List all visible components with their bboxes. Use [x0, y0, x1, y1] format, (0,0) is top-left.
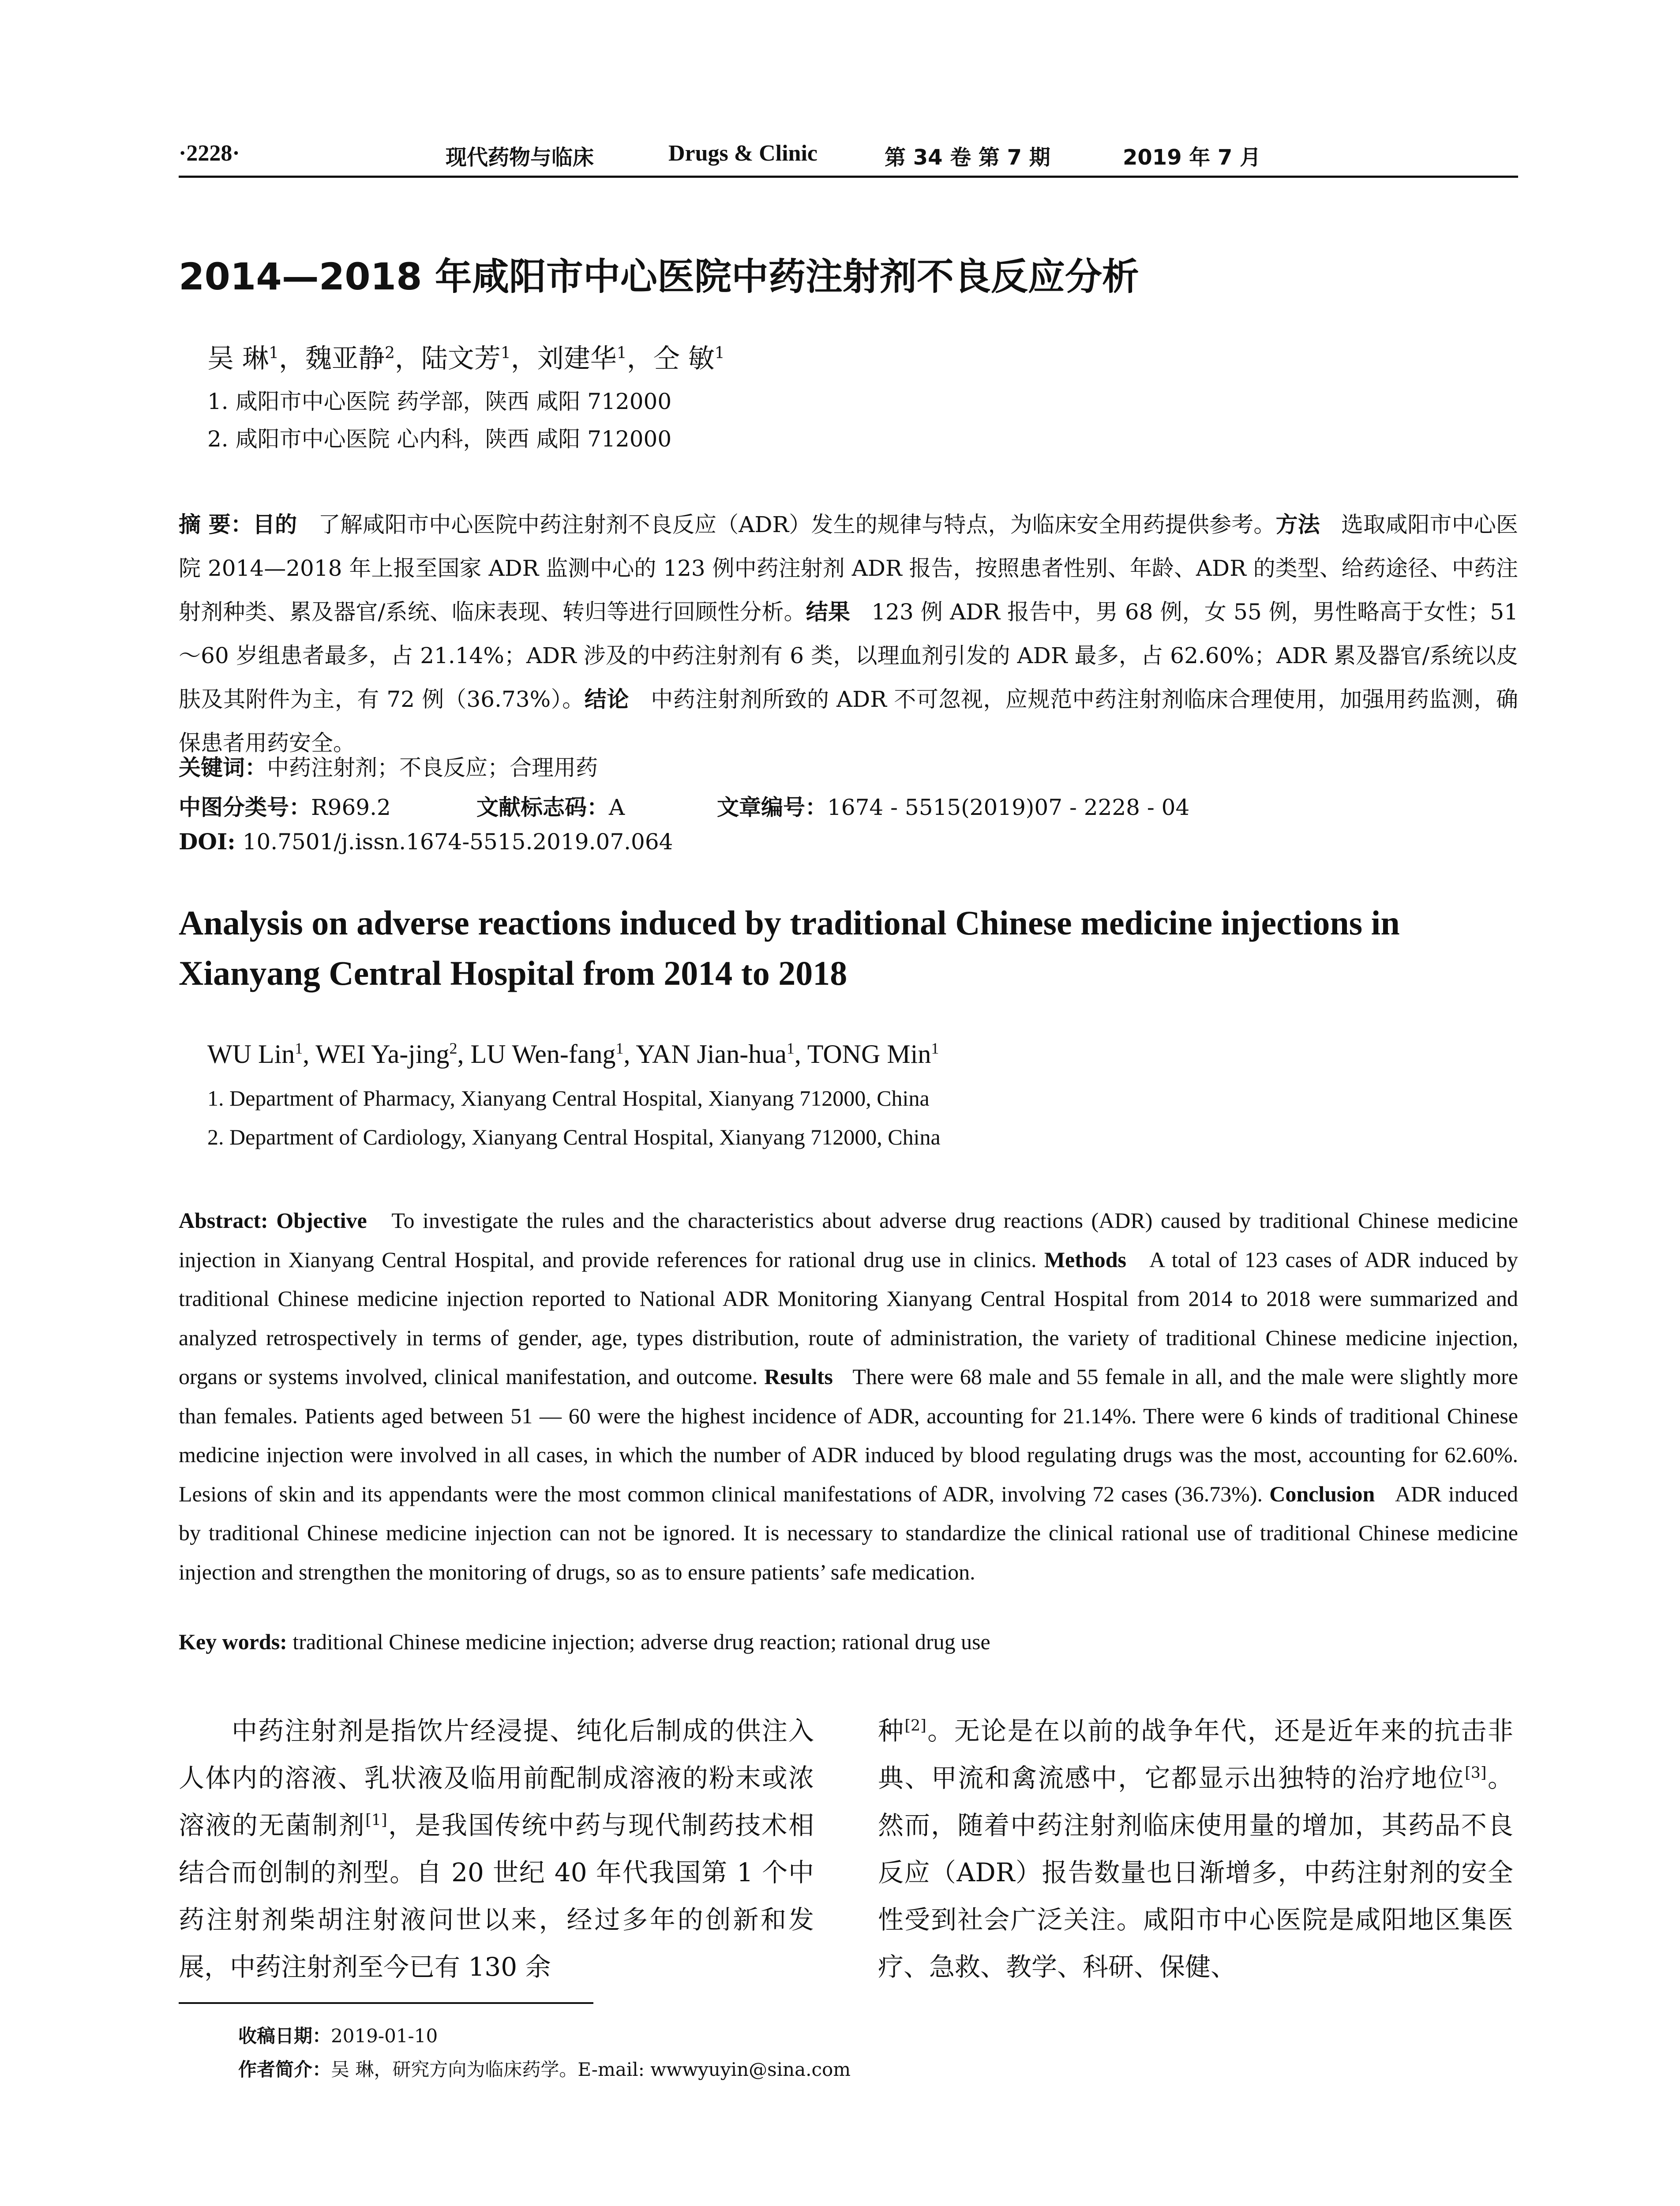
author-bio-label: 作者简介：	[238, 2059, 331, 2080]
author-affiliation-mark: 1	[714, 344, 725, 362]
abstract-en	[179, 1201, 1518, 1591]
doc-code-value: A	[609, 795, 625, 820]
clc-label: 中图分类号：	[179, 795, 311, 820]
affiliation-cn-2: 2. 咸阳市中心医院 心内科，陕西 咸阳 712000	[207, 426, 672, 452]
article-number	[717, 790, 1189, 822]
volume-issue: 第 34 卷 第 7 期	[885, 145, 1050, 170]
received-date	[238, 2022, 438, 2048]
methods-en-text: A total of 123 cases of ADR induced by traditional Chinese medicine injection reported to National ADR Monitoring Xianyang Central Hospital from 2014 to 2018 were summarized and analyzed retrospectively in terms of gender, age, types distribution, route of administration, the variety of traditional Chinese medicine injection, organs or systems involved, clinical manifestation, and outcome.	[179, 1247, 1518, 1389]
keywords-en	[179, 1629, 990, 1654]
author-name: 魏亚静	[305, 343, 385, 374]
author-affiliation-mark: 1	[295, 1039, 303, 1057]
author-bio	[238, 2055, 851, 2082]
authors-en: WU Lin$^1$, WEI Ya-jing$^2$, LU Wen-fang$^1$, YAN Jian-hua$^1$, TONG Min$^1$	[207, 1039, 939, 1069]
author-name: WU Lin	[207, 1039, 295, 1069]
article-number-label: 文章编号：	[717, 795, 827, 820]
keywords-cn-label: 关键词：	[179, 755, 267, 780]
authors-cn: 吴 琳$^1$，魏亚静$^2$，陆文芳$^1$，刘建华$^1$，仝 敏$^1$	[207, 343, 725, 374]
title-en: Analysis on adverse reactions induced by traditional Chinese medicine injections in Xianyang Central Hospital from 2014 to 2018	[179, 904, 1400, 992]
conclusion-en-label: Conclusion	[1269, 1481, 1375, 1506]
author-affiliation-mark: 1	[786, 1039, 795, 1057]
footnote-rule	[179, 2002, 593, 2004]
conclusion-label: 结论	[584, 687, 629, 712]
results-en-text: There were 68 male and 55 female in all, and the male were slightly more than females. Patients aged between 51 — 60 were the highest incidence of ADR, accounting for 21.14%. There were 6 kinds of traditional Chinese medicine injection were involved in all cases, in which the number of ADR induced by blood regulating drugs was the most, accounting for 62.60%. Lesions of skin and its appendants were the most common clinical manifestations of ADR, involving 72 cases (36.73%).	[179, 1364, 1518, 1506]
doi-label: DOI:	[179, 829, 236, 855]
affiliation-cn-1: 1. 咸阳市中心医院 药学部，陕西 咸阳 712000	[207, 389, 672, 414]
conclusion-text: 中药注射剂所致的 ADR 不可忽视，应规范中药注射剂临床合理使用，加强用药监测，确保患者用药安全。	[179, 687, 1518, 756]
results-en-label: Results	[764, 1364, 833, 1389]
author-affiliation-mark: 2	[384, 344, 395, 362]
conclusion-en-text: ADR induced by traditional Chinese medicine injection can not be ignored. It is necessary to standardize the clinical rational use of traditional Chinese medicine injection and strengthen the monitoring of drugs, so as to ensure patients’ safe medication.	[179, 1481, 1519, 1584]
author-name: 吴 琳	[207, 343, 269, 374]
keywords-en-text: traditional Chinese medicine injection; adverse drug reaction; rational drug use	[292, 1629, 990, 1654]
body-column-left	[179, 1707, 814, 1991]
objective-en-text: To investigate the rules and the characteristics about adverse drug reactions (ADR) caused by traditional Chinese medicine injection in Xianyang Central Hospital, and provide references for rational drug use in clinics.	[179, 1208, 1519, 1272]
author-affiliation-mark: 1	[269, 344, 279, 362]
citation-ref[interactable]: [1]	[365, 1811, 387, 1829]
methods-label: 方法	[1275, 512, 1320, 537]
journal-name-cn: 现代药物与临床	[446, 145, 594, 170]
author-affiliation-mark: 1	[931, 1039, 939, 1057]
body-paragraph: 中药注射剂是指饮片经浸提、纯化后制成的供注入人体内的溶液、乳状液及临用前配制成溶液的粉末或浓溶液的无菌制剂	[179, 1716, 814, 1840]
keywords-cn-text: 中药注射剂；不良反应；合理用药	[267, 755, 598, 780]
doi-value[interactable]: 10.7501/j.issn.1674-5515.2019.07.064	[242, 829, 673, 855]
affiliation-en-1: 1. Department of Pharmacy, Xianyang Central Hospital, Xianyang 712000, China	[207, 1086, 930, 1111]
author-name: TONG Min	[807, 1039, 931, 1069]
affiliation-en-2: 2. Department of Cardiology, Xianyang Central Hospital, Xianyang 712000, China	[207, 1125, 941, 1149]
author-affiliation-mark: 2	[449, 1039, 458, 1057]
body-paragraph: 。无论是在以前的战争年代，还是近年来的抗击非典、甲流和禽流感中，它都显示出独特的治疗地位	[878, 1716, 1513, 1793]
author-affiliation-mark: 1	[616, 344, 627, 362]
keywords-cn	[179, 750, 598, 782]
results-text: 123 例 ADR 报告中，男 68 例，女 55 例，男性略高于女性；51～60 岁组患者最多，占 21.14%；ADR 涉及的中药注射剂有 6 类，以理血剂引发的 ADR 最多，占 62.60%；ADR 累及器官/系统以皮肤及其附件为主，有 72 例（36.73%）。	[179, 599, 1519, 712]
abstract-en-label: Abstract:	[179, 1208, 268, 1233]
classification-line	[179, 790, 391, 822]
body-paragraph: 种	[878, 1716, 905, 1746]
header-rule	[179, 176, 1518, 178]
doc-code-label: 文献标志码：	[476, 795, 609, 820]
body-column-right	[878, 1707, 1513, 1991]
title-cn: 2014—2018 年咸阳市中心医院中药注射剂不良反应分析	[179, 255, 1139, 298]
article-number-value: 1674 - 5515(2019)07 - 2228 - 04	[827, 795, 1190, 820]
received-value: 2019-01-10	[331, 2025, 438, 2047]
document-code	[476, 790, 625, 822]
author-name: 仝 敏	[653, 343, 715, 374]
methods-en-label: Methods	[1044, 1247, 1126, 1272]
objective-en-label: Objective	[276, 1208, 367, 1233]
body-paragraph: ，是我国传统中药与现代制药技术相结合而创制的剂型。自 20 世纪 40 年代我国第 1 个中药注射剂柴胡注射液问世以来，经过多年的创新和发展，中药注射剂至今已有 130 余	[179, 1810, 814, 1982]
author-name: YAN Jian-hua	[636, 1039, 787, 1069]
journal-name-en: Drugs & Clinic	[668, 141, 818, 166]
author-name: 陆文芳	[421, 343, 501, 374]
page-number: ·2228·	[179, 141, 240, 166]
author-affiliation-mark: 1	[615, 1039, 624, 1057]
doi-line	[179, 829, 673, 855]
received-label: 收稿日期：	[238, 2025, 331, 2047]
body-paragraph: 。然而，随着中药注射剂临床使用量的增加，其药品不良反应（ADR）报告数量也日渐增多，中药注射剂的安全性受到社会广泛关注。咸阳市中心医院是咸阳地区集医疗、急救、教学、科研、保健、	[878, 1763, 1513, 1982]
objective-text: 了解咸阳市中心医院中药注射剂不良反应（ADR）发生的规律与特点，为临床安全用药提供参考。	[318, 512, 1276, 537]
author-name: 刘建华	[537, 343, 617, 374]
running-header	[179, 140, 1518, 174]
methods-text: 选取咸阳市中心医院 2014—2018 年上报至国家 ADR 监测中心的 123 例中药注射剂 ADR 报告，按照患者性别、年龄、ADR 的类型、给药途径、中药注射剂种类、累及器官/系统、临床表现、转归等进行回顾性分析。	[179, 512, 1519, 625]
clc-value: R969.2	[311, 795, 391, 820]
author-bio-text: 吴 琳，研究方向为临床药学。E-mail: wwwyuyin@sina.com	[331, 2059, 851, 2080]
author-affiliation-mark: 1	[500, 344, 511, 362]
author-name: WEI Ya-jing	[315, 1039, 450, 1069]
author-name: LU Wen-fang	[470, 1039, 616, 1069]
abstract-cn	[179, 503, 1518, 765]
results-label: 结果	[806, 599, 851, 625]
citation-ref[interactable]: [2]	[904, 1717, 926, 1735]
abstract-cn-label: 摘 要：	[179, 512, 253, 537]
keywords-en-label: Key words:	[179, 1629, 287, 1654]
issue-date: 2019 年 7 月	[1123, 145, 1261, 170]
objective-label: 目的	[253, 512, 297, 537]
citation-ref[interactable]: [3]	[1465, 1764, 1487, 1782]
